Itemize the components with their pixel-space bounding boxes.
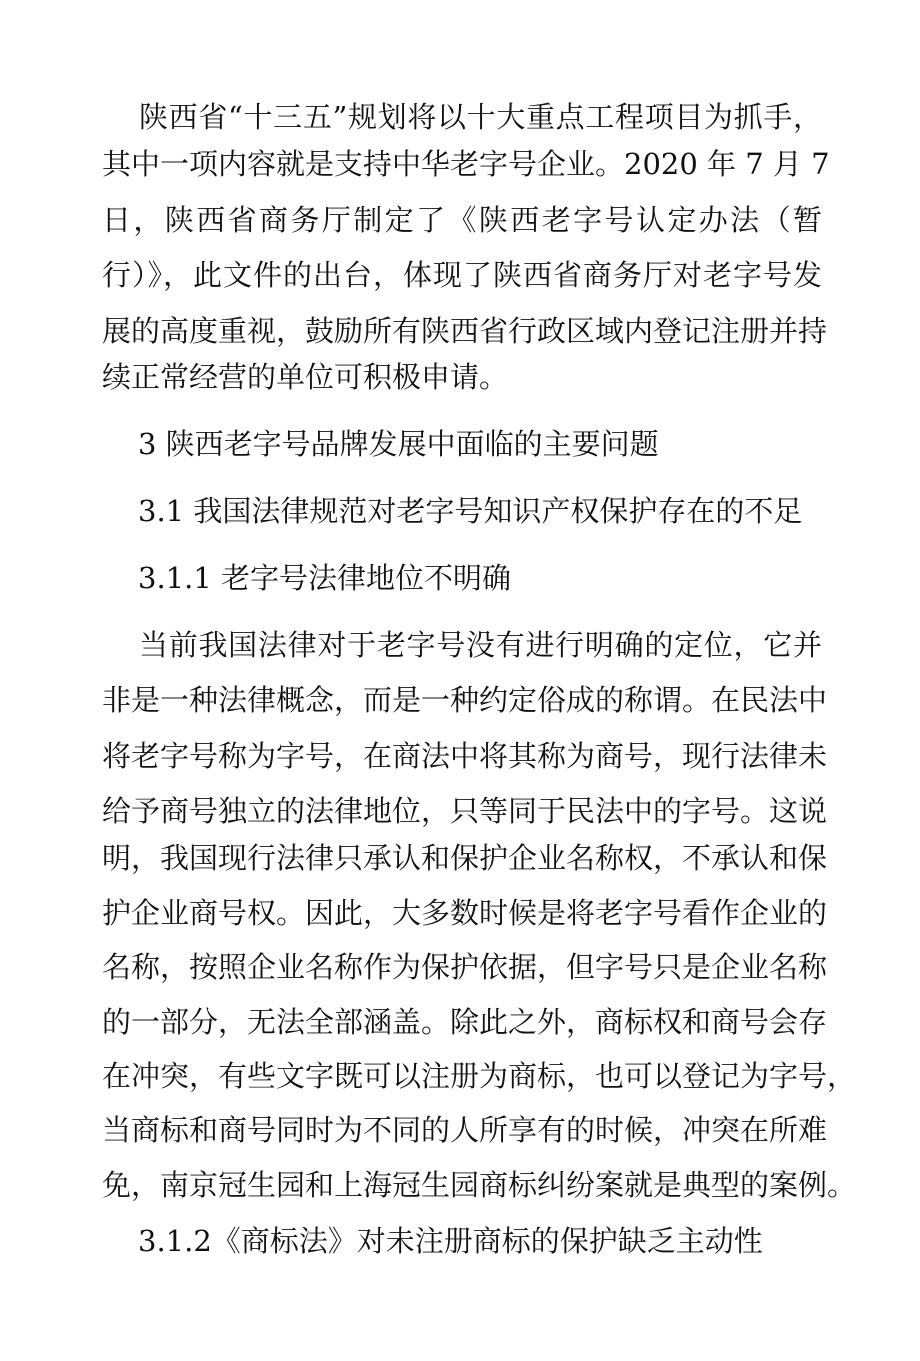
para2-line-5: 明，我国现行法律只承认和保护企业名称权，不承认和保 bbox=[102, 841, 828, 875]
section-heading-3-1-2: 3.1.2《商标法》对未注册商标的保护缺乏主动性 bbox=[138, 1224, 763, 1258]
para1-line-1: 陕西省“十三五”规划将以十大重点工程项目为抓手， bbox=[139, 100, 822, 134]
para1-line-4: 行）》，此文件的出台，体现了陕西省商务厅对老字号发 bbox=[102, 258, 822, 292]
para1-line-3: 日，陕西省商务厅制定了《陕西老字号认定办法（暂 bbox=[102, 203, 822, 237]
section-heading-3-1-1: 3.1.1 老字号法律地位不明确 bbox=[138, 561, 512, 595]
para1-line-5: 展的高度重视，鼓励所有陕西省行政区域内登记注册并持 bbox=[102, 314, 828, 348]
para2-line-1: 当前我国法律对于老字号没有进行明确的定位，它并 bbox=[139, 628, 822, 662]
para2-line-7: 名称，按照企业名称作为保护依据，但字号只是企业名称 bbox=[102, 950, 828, 984]
para2-line-11: 免，南京冠生园和上海冠生园商标纠纷案就是典型的案例。 bbox=[102, 1168, 857, 1202]
section-heading-3-1: 3.1 我国法律规范对老字号知识产权保护存在的不足 bbox=[138, 494, 803, 528]
para2-line-2: 非是一种法律概念，而是一种约定俗成的称谓。在民法中 bbox=[102, 683, 828, 717]
para2-line-6: 护企业商号权。因此，大多数时候是将老字号看作企业的 bbox=[102, 896, 828, 930]
para2-line-9: 在冲突，有些文字既可以注册为商标，也可以登记为字号， bbox=[102, 1059, 857, 1093]
section-heading-3: 3 陕西老字号品牌发展中面临的主要问题 bbox=[138, 427, 659, 461]
para1-line-2: 其中一项内容就是支持中华老字号企业。2020 年 7 月 7 bbox=[102, 147, 830, 181]
para2-line-8: 的一部分，无法全部涵盖。除此之外，商标权和商号会存 bbox=[102, 1005, 828, 1039]
para2-line-4: 给予商号独立的法律地位，只等同于民法中的字号。这说 bbox=[102, 794, 828, 828]
para1-line-6: 续正常经营的单位可积极申请。 bbox=[102, 360, 509, 394]
para2-line-3: 将老字号称为字号，在商法中将其称为商号，现行法律未 bbox=[102, 739, 828, 773]
para2-line-10: 当商标和商号同时为不同的人所享有的时候，冲突在所难 bbox=[102, 1113, 828, 1147]
